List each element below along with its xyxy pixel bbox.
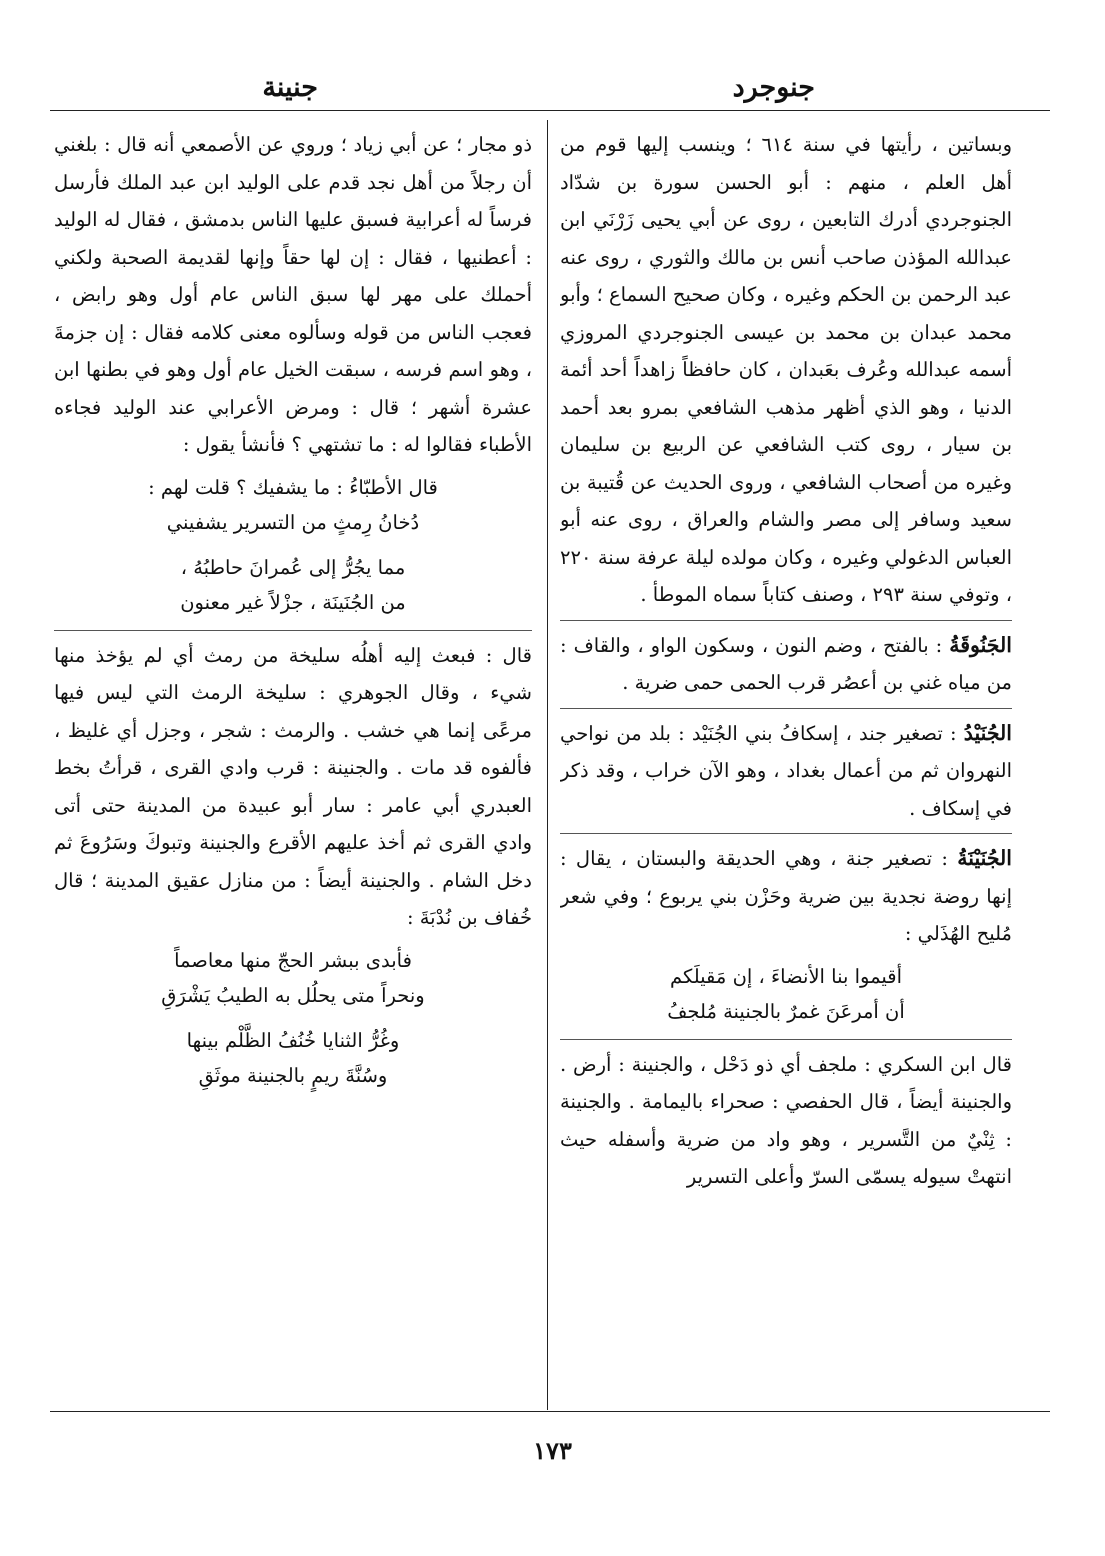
verse <box>54 943 532 1013</box>
footer-rule <box>50 1411 1050 1412</box>
entry-headword: الجُنَيْنَةُ <box>957 846 1012 870</box>
entry-separator <box>54 630 532 631</box>
entry-separator <box>560 620 1012 621</box>
verse-line: وغُرُّ الثنايا خُنُفُ الظَّلْم بينها <box>186 1028 400 1052</box>
right-column <box>560 126 1012 1406</box>
running-head-right: جنوجرد <box>732 72 815 103</box>
verse-line: دُخانُ رِمثٍ من التسرير يشفيني <box>166 510 420 534</box>
verse-line: وسُنَّةَ ريمٍ بالجنينة موثَقِ <box>198 1063 388 1087</box>
paragraph: قال : فبعث إليه أهلُه سليخة من رمث أي لم يؤخذ منها شيء ، وقال الجوهري : سليخة الرمث التي ليس فيها مرعًى إنما هي خشب . والرمث : شجر ، وجزل أي غليظ ، فألفوه قد مات . والجنينة : قرب وادي القرى ، قرأتُ بخط العبدري أبي عامر : سار أبو عبيدة من المدينة حتى أتى وادي القرى ثم أخذ عليهم الأقرع والجنينة وتبوكَ وسَرُوعَ ثم دخل الشام . والجنينة أيضاً : من منازل عقيق المدينة ؛ قال خُفاف بن نُدْبَةَ : <box>54 643 532 929</box>
verse-line: مما يجُرُّ إلى عُمرانَ حاطبُهُ ، <box>180 555 406 579</box>
verse-line: أقيموا بنا الأنضاءَ ، إن مَقيلَكم <box>669 964 903 988</box>
verse-line: أن أمرعَنَ غمرٌ بالجنينة مُلجفُ <box>667 999 905 1023</box>
verse-line: من الجُنَينَة ، جزْلاً غير معنون <box>180 590 406 614</box>
entry-junayd <box>560 715 1012 828</box>
entry-text: : تصغير جند ، إسكافُ بني الجُنَيْد : بلد من نواحي النهروان ثم من أعمال بغداد ، وهو الآن خراب ، وقد ذكر في إسكاف . <box>560 721 1012 820</box>
entry-continuation: وبساتين ، رأيتها في سنة ٦١٤ ؛ وينسب إليها قوم من أهل العلم ، منهم : أبو الحسن سورة بن شدّاد الجنوجردي أدرك التابعين ، روى عن أبي يحيى زَرْنَي ابن عبدالله المؤذن صاحب أنس بن مالك والثوري ، روى عنه عبد الرحمن بن الحكم وغيره ، وكان صحيح السماع ؛ وأبو محمد عبدان بن محمد بن عيسى الجنوجردي المروزي أسمه عبدالله وعُرف بعَبدان ، كان حافظاً زاهداً أحد أئمة الدنيا ، وهو الذي أظهر مذهب الشافعي بمرو بعد أحمد بن سيار ، روى كتب الشافعي عن الربيع بن سليمان وغيره من أصحاب الشافعي ، وروى الحديث عن قُتيبة بن سعيد وسافر إلى مصر والشام والعراق ، روى عنه أبو العباس الدغولي وغيره ، وكان مولده ليلة عرفة سنة ٢٢٠ ، وتوفي سنة ٢٩٣ ، وصنف كتاباً سماه الموطأ . <box>560 133 1012 606</box>
verse <box>54 550 532 620</box>
verse-line: قال الأطبّاءُ : ما يشفيك ؟ قلت لهم : <box>148 475 438 499</box>
verse <box>54 1023 532 1093</box>
verse-line: ونحراً متى يحلُل به الطيبُ يَشْرَقِ <box>161 983 425 1007</box>
verse-line: فأبدى ببشر الحجّ منها معاصماً <box>174 948 412 972</box>
column-divider <box>547 120 548 1410</box>
running-head-left: جنينة <box>262 72 318 103</box>
entry-separator <box>560 833 1012 834</box>
entry-januqa <box>560 627 1012 702</box>
verse <box>560 959 1012 1029</box>
page-number: ١٧٣ <box>533 1436 572 1465</box>
entry-junayna <box>560 840 1012 953</box>
left-column <box>54 126 532 1406</box>
entry-headword: الجُنَيْدُ <box>963 720 1012 745</box>
entry-separator <box>560 708 1012 709</box>
entry-separator <box>560 1039 1012 1040</box>
entry-text: : تصغير جنة ، وهي الحديقة والبستان ، يقال : إنها روضة نجدية بين ضرية وحَزْن بني يربوع ؛ وفي شعر مُليح الهُذَلي : <box>560 847 1012 945</box>
header-rule <box>50 110 1050 111</box>
verse <box>54 470 532 540</box>
entry-text: : بالفتح ، وضم النون ، وسكون الواو ، والقاف : من مياه غني بن أعصُر قرب الحمى حمى ضرية . <box>560 633 1012 694</box>
paragraph: ذو مجار ؛ عن أبي زياد ؛ وروي عن الأصمعي أنه قال : بلغني أن رجلاً من أهل نجد قدم على الوليد ابن عبد الملك فأرسل فرساً له أعرابية فسبق عليها الناس بدمشق ، فقال له الوليد : أعطنيها ، فقال : إن لها حقاً وإنها لقديمة الصحبة ولكني أحملك على مهر لها سبق الناس عام أول وهو رابض ، فعجب الناس من قوله وسألوه معنى كلامه فقال : إن جزمةَ ، وهو اسم فرسه ، سبقت الخيل عام أول وهو في بطنها ابن عشرة أشهر ؛ قال : ومرض الأعرابي عند الوليد فجاءه الأطباء فقالوا له : ما تشتهي ؟ فأنشأ يقول : <box>54 133 532 456</box>
entry-headword: الجَنُوقَةُ <box>949 632 1012 657</box>
entry-junayna-cont: قال ابن السكري : ملجف أي ذو دَحْل ، والجنينة : أرض . والجنينة أيضاً ، قال الحفصي : صحراء باليمامة . والجنينة : ثِنْيٌ من التَّسرير ، وهو واد من ضرية وأسفله حيث انتهتْ سيوله يسمّى السرّ وأعلى التسرير <box>560 1052 1012 1188</box>
